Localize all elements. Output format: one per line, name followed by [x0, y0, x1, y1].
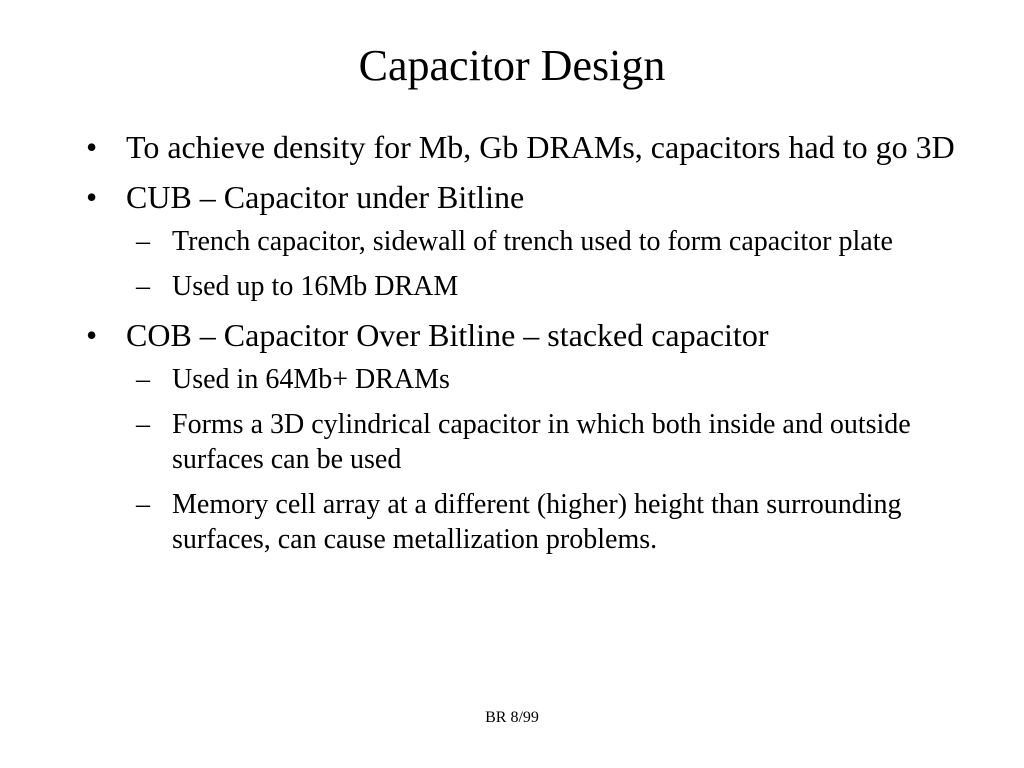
bullet-text: CUB – Capacitor under Bitline	[126, 179, 525, 215]
dash-marker: –	[136, 489, 150, 520]
sub-bullet-text: Used in 64Mb+ DRAMs	[172, 364, 450, 395]
sub-bullet-text: Memory cell array at a different (higher) height than surrounding surfaces, can cause metallization problems.	[172, 489, 902, 555]
sub-bullet-item	[126, 407, 982, 477]
sub-bullet-text: Forms a 3D cylindrical capacitor in which both inside and outside surfaces can be used	[172, 409, 911, 475]
bullet-marker: •	[86, 129, 98, 165]
bullet-item-cob	[82, 316, 982, 557]
dash-marker: –	[136, 364, 150, 395]
sub-bullet-text: Used up to 16Mb DRAM	[172, 271, 459, 302]
dash-marker: –	[136, 271, 150, 302]
sub-bullet-item	[126, 362, 982, 397]
bullet-marker: •	[86, 179, 98, 215]
bullet-item-density	[82, 128, 982, 166]
dash-marker: –	[136, 226, 150, 257]
bullet-text: COB – Capacitor Over Bitline – stacked capacitor	[126, 317, 769, 353]
slide-footer: BR 8/99	[485, 709, 539, 726]
dash-marker: –	[136, 409, 150, 440]
sub-bullet-item	[126, 224, 982, 259]
sub-bullet-list	[126, 224, 982, 304]
sub-bullet-list	[126, 362, 982, 557]
bullet-item-cub	[82, 178, 982, 304]
bullet-marker: •	[86, 317, 98, 353]
slide-title: Capacitor Design	[358, 41, 666, 90]
bullet-text: To achieve density for Mb, Gb DRAMs, capacitors had to go 3D	[126, 129, 955, 165]
sub-bullet-text: Trench capacitor, sidewall of trench used to form capacitor plate	[172, 226, 893, 257]
bullet-list	[82, 128, 982, 569]
sub-bullet-item	[126, 487, 982, 557]
sub-bullet-item	[126, 269, 982, 304]
